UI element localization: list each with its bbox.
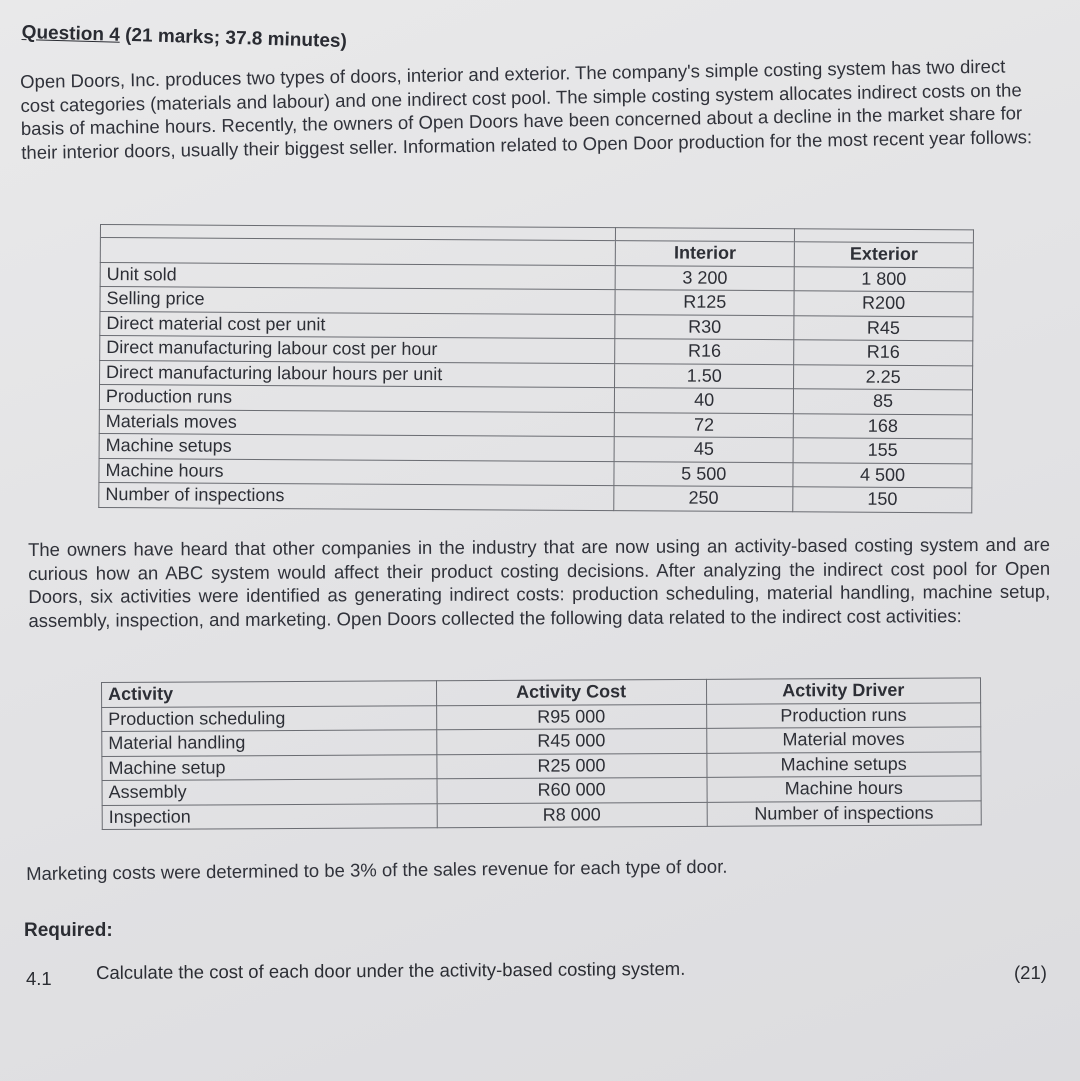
exterior-value: 85 <box>794 389 973 415</box>
header-exterior: Exterior <box>794 242 973 268</box>
row-label: Number of inspections <box>99 482 614 510</box>
table-row <box>99 482 972 512</box>
abc-paragraph: The owners have heard that other companies in the industry that are now using an activity-based costing system and are curious how an ABC system would affect their product costing decisions. After analyzing the indirect cost pool for Open Doors, six activities were identified as generating indirect costs: production scheduling, material handling, machine setup, assembly, inspection, and marketing. Open Doors collected the following data related to the indirect cost activities: <box>28 533 1051 631</box>
row-label: Direct material cost per unit <box>100 311 615 339</box>
activity-cost-table <box>101 677 982 830</box>
exterior-value: R16 <box>794 340 973 366</box>
exterior-value: 2.25 <box>794 364 973 390</box>
row-label: Direct manufacturing labour hours per unit <box>100 360 615 388</box>
row-label: Materials moves <box>99 409 614 437</box>
exterior-value: R200 <box>794 291 973 317</box>
task-text: Calculate the cost of each door under the activity-based costing system. <box>96 957 686 983</box>
row-label: Production runs <box>99 385 614 413</box>
activity-name: Assembly <box>102 779 437 805</box>
exterior-value: 1 800 <box>794 266 973 292</box>
marketing-note: Marketing costs were determined to be 3% of the sales revenue for each type of door. <box>26 855 728 884</box>
activity-driver: Production runs <box>706 702 981 728</box>
exterior-value: R45 <box>794 315 973 341</box>
interior-value: 3 200 <box>615 265 794 291</box>
activity-name: Material handling <box>102 730 437 756</box>
activity-cost: R45 000 <box>436 728 706 754</box>
exterior-value: 150 <box>793 487 972 513</box>
exterior-value: 155 <box>793 438 972 464</box>
interior-value: 40 <box>615 388 794 414</box>
row-label: Selling price <box>100 287 615 315</box>
row-label: Unit sold <box>100 262 615 290</box>
activity-cost: R25 000 <box>436 753 706 779</box>
activity-name: Production scheduling <box>102 705 437 731</box>
production-data-table <box>98 224 974 513</box>
activity-driver: Machine hours <box>707 776 982 802</box>
activity-cost: R95 000 <box>436 704 706 730</box>
interior-value: 5 500 <box>614 461 793 487</box>
activity-cost: R60 000 <box>437 777 707 803</box>
exterior-value: 4 500 <box>793 462 972 488</box>
header-activity-driver: Activity Driver <box>706 678 981 704</box>
activity-name: Inspection <box>102 803 437 829</box>
activity-driver: Number of inspections <box>707 800 982 826</box>
row-label: Machine setups <box>99 433 614 461</box>
question-label: Question 4 <box>21 22 121 46</box>
header-activity: Activity <box>102 681 437 707</box>
interior-value: 72 <box>615 412 794 438</box>
activity-driver: Material moves <box>706 727 981 753</box>
question-meta: (21 marks; 37.8 minutes) <box>124 24 348 53</box>
interior-value: R30 <box>615 314 794 340</box>
row-label: Direct manufacturing labour cost per hour <box>100 336 615 364</box>
header-cell <box>100 238 615 266</box>
interior-value: 250 <box>614 486 793 512</box>
required-label: Required: <box>24 920 113 941</box>
task-number: 4.1 <box>26 968 52 989</box>
table-row <box>102 800 981 829</box>
interior-value: R125 <box>615 290 794 316</box>
activity-name: Machine setup <box>102 754 437 780</box>
activity-cost: R8 000 <box>437 802 707 828</box>
activity-driver: Machine setups <box>706 751 981 777</box>
interior-value: R16 <box>615 339 794 365</box>
header-interior: Interior <box>616 241 795 267</box>
exterior-value: 168 <box>793 413 972 439</box>
interior-value: 45 <box>614 437 793 463</box>
question-heading <box>21 22 347 53</box>
intro-paragraph: Open Doors, Inc. produces two types of doors, interior and exterior. The company's simple costing system has two direct cost categories (materials and labour) and one indirect cost pool. The simple costing system allocates indirect costs on the basis of machine hours. Recently, the owners of Open Doors have been concerned about a decline in the market share for their interior doors, usually their biggest seller. Information related to Open Door production for the most recent year follows: <box>20 55 1033 163</box>
row-label: Machine hours <box>99 458 614 486</box>
interior-value: 1.50 <box>615 363 794 389</box>
header-activity-cost: Activity Cost <box>436 679 706 705</box>
task-marks: (21) <box>1014 962 1047 983</box>
